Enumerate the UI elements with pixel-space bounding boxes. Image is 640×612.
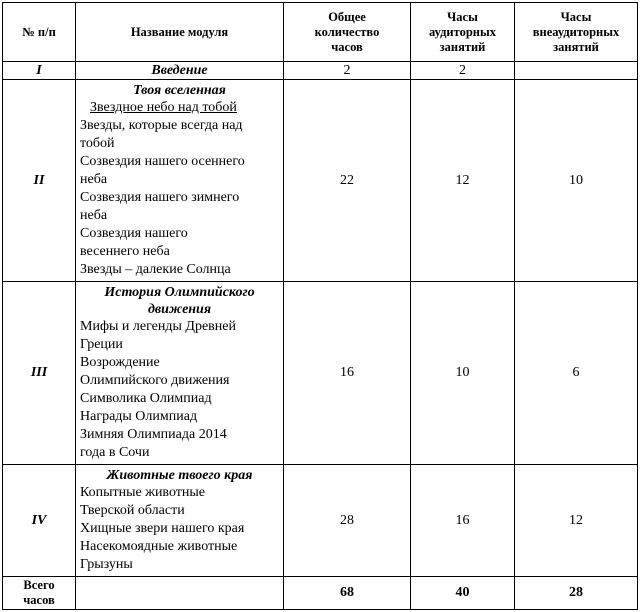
- topic: года в Сочи: [80, 445, 150, 460]
- topic: Созвездия нашего осеннего: [80, 154, 245, 169]
- header-class-hours: Часы аудиторных занятий: [411, 3, 515, 62]
- module-content: [76, 80, 284, 282]
- grand-total-hours: 68: [284, 577, 411, 610]
- module-number: I: [3, 62, 76, 80]
- topic: Зимняя Олимпиада 2014: [80, 427, 227, 442]
- extra-hours: 6: [515, 282, 638, 465]
- topic: Возрождение: [80, 355, 160, 370]
- module-row-4: [3, 465, 638, 577]
- module-row-3: [3, 282, 638, 465]
- topic: Насекомоядные животные: [80, 539, 238, 554]
- total-hours: 28: [284, 465, 411, 577]
- class-hours: 12: [411, 80, 515, 282]
- header-total-hours: Общее количество часов: [284, 3, 411, 62]
- module-content: [76, 282, 284, 465]
- extra-hours: 10: [515, 80, 638, 282]
- topic: неба: [80, 208, 108, 223]
- class-hours: 10: [411, 282, 515, 465]
- totals-empty: [76, 577, 284, 610]
- module-row-2: [3, 80, 638, 282]
- header-extra-hours: Часы внеаудиторных занятий: [515, 3, 638, 62]
- module-title: Введение: [76, 62, 284, 80]
- total-hours: 16: [284, 282, 411, 465]
- class-hours: 16: [411, 465, 515, 577]
- topic: Копытные животные: [80, 485, 205, 500]
- total-hours: 22: [284, 80, 411, 282]
- header-number: № п/п: [3, 3, 76, 62]
- grand-class-hours: 40: [411, 577, 515, 610]
- topic: Символика Олимпиад: [80, 391, 212, 406]
- topic: весеннего неба: [80, 244, 170, 259]
- total-hours: 2: [284, 62, 411, 80]
- module-number: III: [3, 282, 76, 465]
- totals-row: [3, 577, 638, 610]
- module-number: IV: [3, 465, 76, 577]
- topic: Награды Олимпиад: [80, 409, 198, 424]
- topic: Звезды – далекие Солнца: [80, 262, 231, 277]
- module-title: Твоя вселенная: [133, 83, 226, 98]
- topic: Мифы и легенды Древней: [80, 319, 236, 334]
- totals-label: Всего часов: [3, 577, 76, 610]
- topic: Звездное небо над тобой: [90, 100, 237, 115]
- module-title: Животные твоего края: [106, 468, 253, 483]
- topic: Звезды, которые всегда над: [80, 118, 243, 133]
- header-module-name: Название модуля: [76, 3, 284, 62]
- module-title: История Олимпийского: [104, 285, 255, 300]
- extra-hours: 12: [515, 465, 638, 577]
- module-title: движения: [147, 302, 212, 317]
- topic: Греции: [80, 337, 123, 352]
- topic: Созвездия нашего зимнего: [80, 190, 240, 205]
- topic: неба: [80, 172, 108, 187]
- topic: тобой: [80, 136, 115, 151]
- extra-hours: [515, 62, 638, 80]
- module-number: II: [3, 80, 76, 282]
- grand-extra-hours: 28: [515, 577, 638, 610]
- header-row: [3, 3, 638, 62]
- topic: Созвездия нашего: [80, 226, 188, 241]
- curriculum-table: [2, 2, 638, 610]
- topic: Хищные звери нашего края: [80, 521, 245, 536]
- module-content: [76, 465, 284, 577]
- intro-row: [3, 62, 638, 80]
- class-hours: 2: [411, 62, 515, 80]
- topic: Олимпийского движения: [80, 373, 230, 388]
- topic: Тверской области: [80, 503, 185, 518]
- topic: Грызуны: [80, 557, 133, 572]
